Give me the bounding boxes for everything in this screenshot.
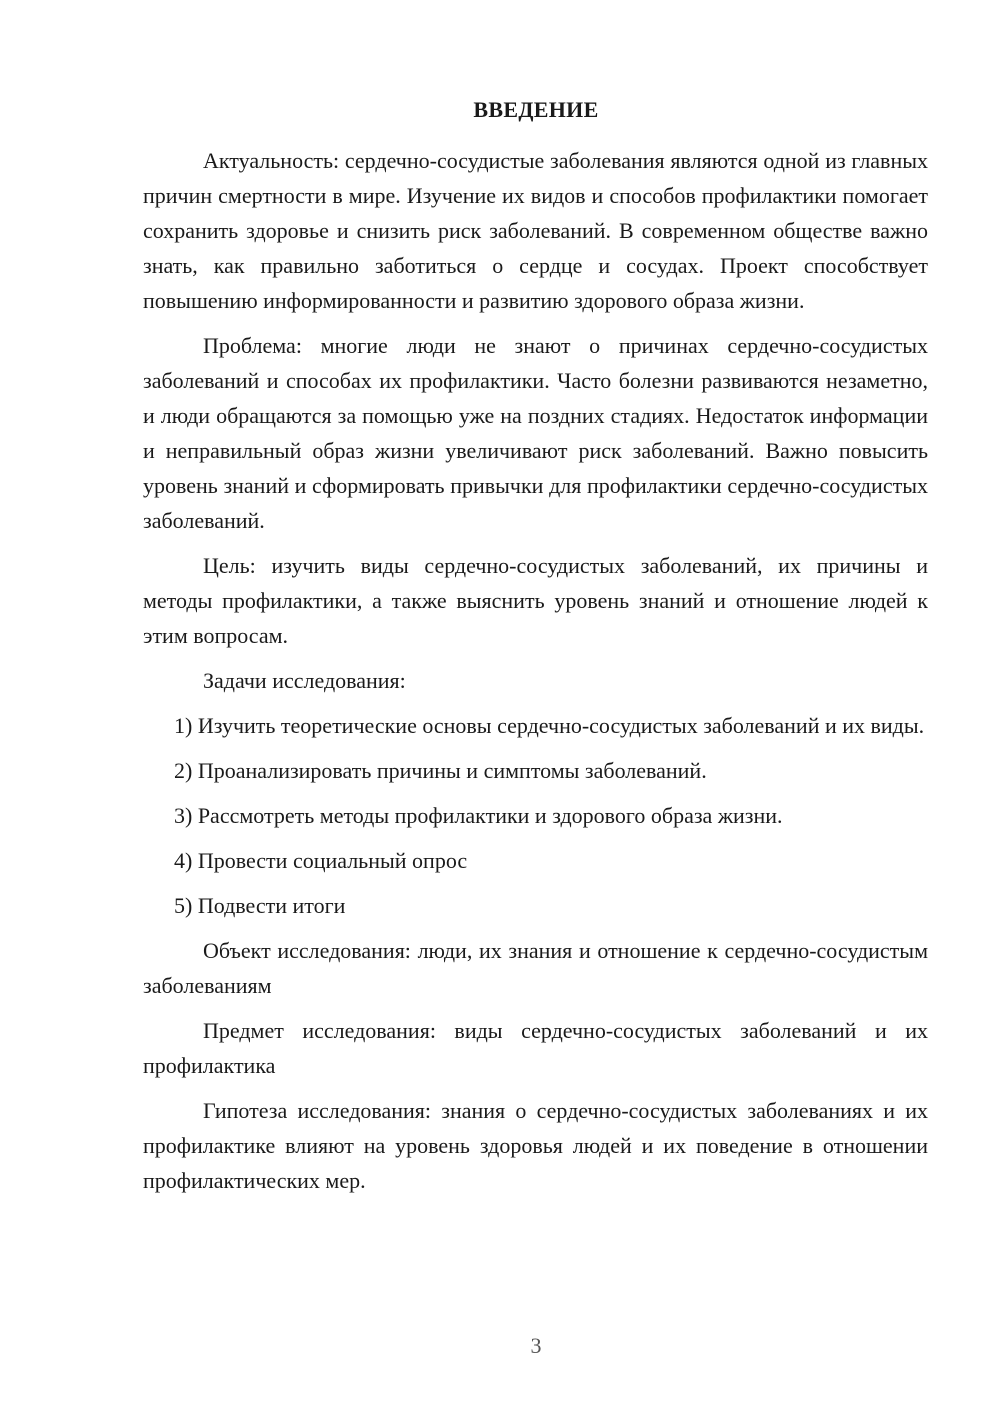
tasks-heading: Задачи исследования:	[203, 668, 406, 693]
page-number: 3	[530, 1333, 542, 1358]
page-title: ВВЕДЕНИЕ	[473, 97, 599, 122]
hypothesis-paragraph: Гипотеза исследования: знания о сердечно-сосудистых заболеваниях и их профилактике влияют на уровень здоровья людей и их поведение в отношении профилактических мер.	[143, 1098, 928, 1193]
goal-paragraph: Цель: изучить виды сердечно-сосудистых заболеваний, их причины и методы профилактики, а также выяснить уровень знаний и отношение людей к этим вопросам.	[143, 553, 928, 648]
relevance-paragraph: Актуальность: сердечно-сосудистые заболевания являются одной из главных причин смертности в мире. Изучение их видов и способов профилактики помогает сохранить здоровье и снизить риск заболеваний. В современном обществе важно знать, как правильно заботиться о сердце и сосудах. Проект способствует повышению информированности и развитию здорового образа жизни.	[143, 148, 928, 313]
task-item: 1) Изучить теоретические основы сердечно-сосудистых заболеваний и их виды.	[174, 713, 925, 738]
page-body	[143, 143, 928, 1208]
task-item: 5) Подвести итоги	[174, 893, 346, 918]
task-item: 4) Провести социальный опрос	[174, 848, 468, 873]
object-paragraph: Объект исследования: люди, их знания и отношение к сердечно-сосудистым заболеваниям	[143, 938, 928, 998]
task-item: 2) Проанализировать причины и симптомы заболеваний.	[174, 758, 707, 783]
subject-paragraph: Предмет исследования: виды сердечно-сосудистых заболеваний и их профилактика	[143, 1018, 928, 1078]
problem-paragraph: Проблема: многие люди не знают о причинах сердечно-сосудистых заболеваний и способах их профилактики. Часто болезни развиваются незаметно, и люди обращаются за помощью уже на поздних стадиях. Недостаток информации и неправильный образ жизни увеличивают риск заболеваний. Важно повысить уровень знаний и сформировать привычки для профилактики сердечно-сосудистых заболеваний.	[143, 333, 928, 533]
task-item: 3) Рассмотреть методы профилактики и здорового образа жизни.	[174, 803, 783, 828]
